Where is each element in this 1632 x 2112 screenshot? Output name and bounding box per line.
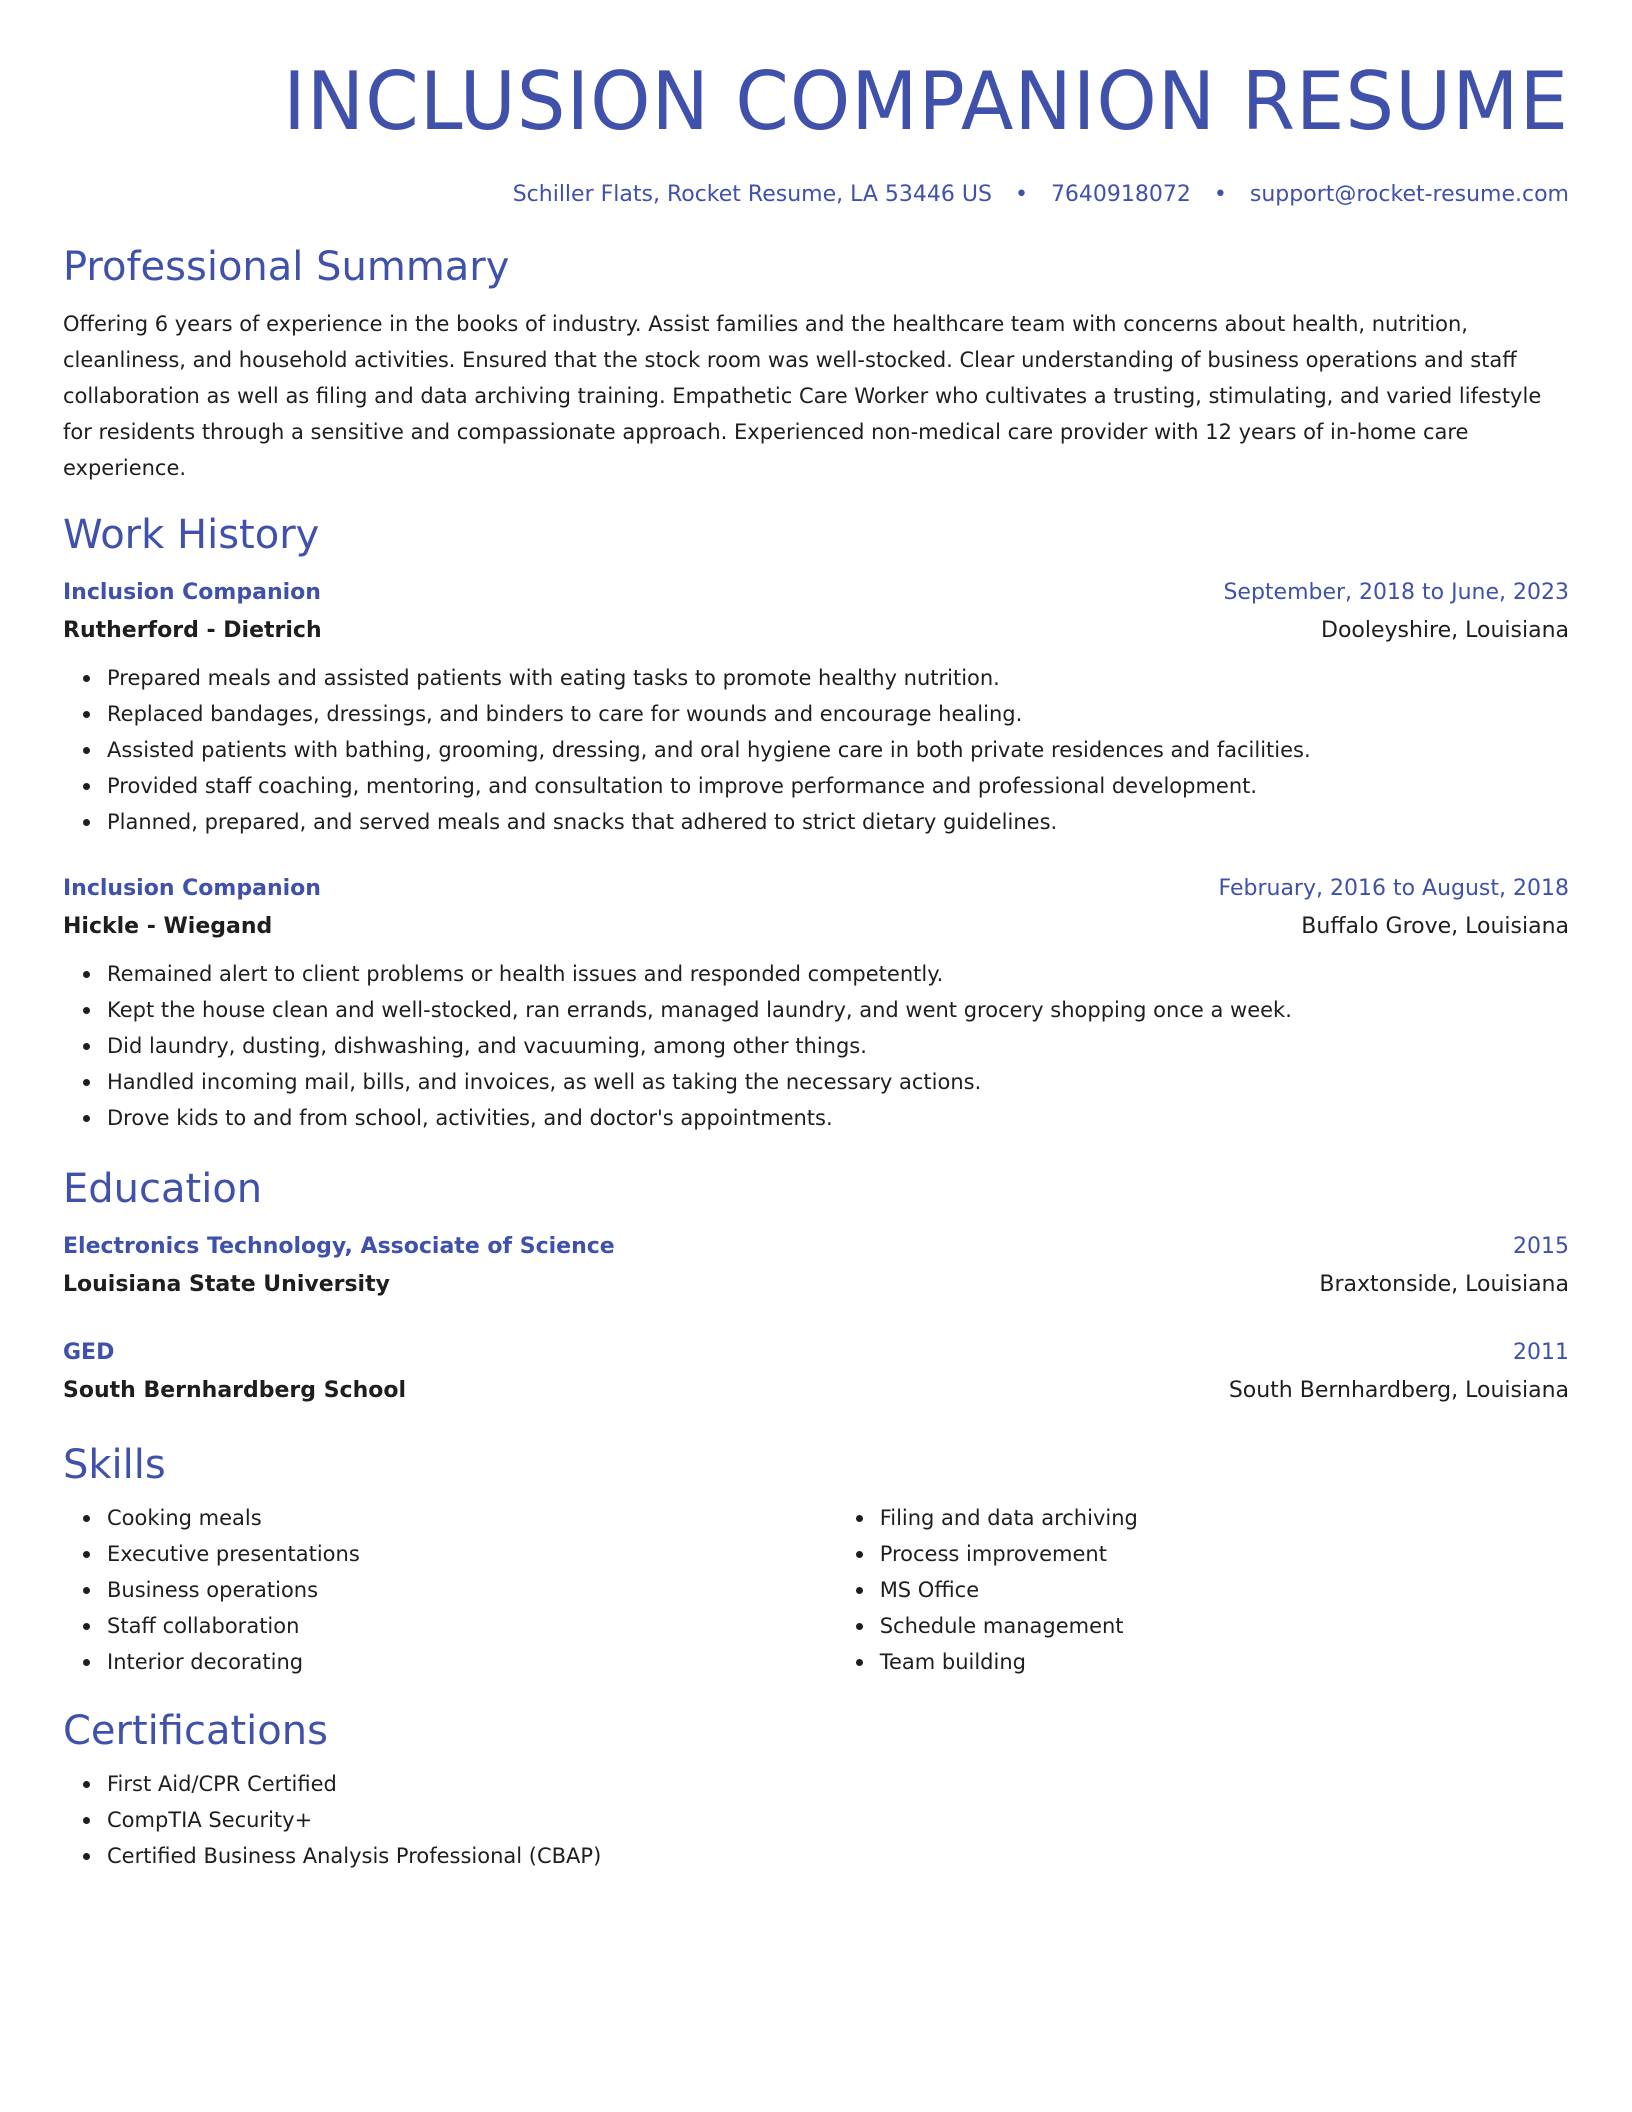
skills-list-right: [836, 1500, 1569, 1680]
job-company: Rutherford - Dietrich: [63, 618, 322, 643]
education-location: South Bernhardberg, Louisiana: [1228, 1378, 1569, 1403]
education-entry: [63, 1228, 1569, 1304]
education-degree: Electronics Technology, Associate of Science: [63, 1234, 615, 1259]
section-title-certifications: Certifications: [63, 1708, 328, 1754]
job-location: Buffalo Grove, Louisiana: [1301, 914, 1569, 939]
education-header-row: [63, 1228, 1569, 1266]
resume-title: INCLUSION COMPANION RESUME: [283, 55, 1569, 148]
list-item: Did laundry, dusting, dishwashing, and vacuuming, among other things.: [107, 1028, 1569, 1064]
job-header-row: [63, 574, 1569, 612]
list-item: Filing and data archiving: [880, 1500, 1569, 1536]
skills-list-left: [63, 1500, 836, 1680]
list-item: Remained alert to client problems or health issues and responded competently.: [107, 956, 1569, 992]
job-entry: [63, 870, 1569, 1136]
job-location: Dooleyshire, Louisiana: [1321, 618, 1569, 643]
education-school-row: [63, 1372, 1569, 1410]
job-role: Inclusion Companion: [63, 876, 321, 901]
job-company-row: [63, 908, 1569, 946]
section-title-work-history: Work History: [63, 512, 320, 558]
list-item: Prepared meals and assisted patients with eating tasks to promote healthy nutrition.: [107, 660, 1569, 696]
contact-separator: •: [1014, 182, 1028, 207]
job-role: Inclusion Companion: [63, 580, 321, 605]
list-item: Team building: [880, 1644, 1569, 1680]
list-item: Cooking meals: [107, 1500, 836, 1536]
contact-separator: •: [1213, 182, 1227, 207]
section-title-education: Education: [63, 1166, 263, 1212]
education-entry: [63, 1334, 1569, 1410]
list-item: Business operations: [107, 1572, 836, 1608]
certifications-list: [63, 1766, 1569, 1874]
list-item: Assisted patients with bathing, grooming, dressing, and oral hygiene care in both private residences and facilities.: [107, 732, 1569, 768]
list-item: Executive presentations: [107, 1536, 836, 1572]
list-item: Replaced bandages, dressings, and binders to care for wounds and encourage healing.: [107, 696, 1569, 732]
list-item: Provided staff coaching, mentoring, and consultation to improve performance and professional development.: [107, 768, 1569, 804]
list-item: Certified Business Analysis Professional (CBAP): [107, 1838, 1569, 1874]
job-dates: September, 2018 to June, 2023: [1223, 580, 1569, 605]
education-year: 2011: [1513, 1340, 1569, 1365]
section-title-summary: Professional Summary: [63, 244, 510, 290]
skills-grid: [63, 1494, 1569, 1680]
list-item: Schedule management: [880, 1608, 1569, 1644]
job-dates: February, 2016 to August, 2018: [1218, 876, 1569, 901]
list-item: First Aid/CPR Certified: [107, 1766, 1569, 1802]
list-item: Handled incoming mail, bills, and invoices, as well as taking the necessary actions.: [107, 1064, 1569, 1100]
education-degree: GED: [63, 1340, 115, 1365]
list-item: Kept the house clean and well-stocked, ran errands, managed laundry, and went grocery shopping once a week.: [107, 992, 1569, 1028]
contact-phone: 7640918072: [1050, 182, 1191, 207]
list-item: CompTIA Security+: [107, 1802, 1569, 1838]
job-entry: [63, 574, 1569, 840]
resume-header: [63, 52, 1569, 210]
list-item: Process improvement: [880, 1536, 1569, 1572]
job-company: Hickle - Wiegand: [63, 914, 273, 939]
education-school-row: [63, 1266, 1569, 1304]
list-item: Staff collaboration: [107, 1608, 836, 1644]
list-item: Interior decorating: [107, 1644, 836, 1680]
contact-address: Schiller Flats, Rocket Resume, LA 53446 US: [512, 182, 992, 207]
education-year: 2015: [1513, 1234, 1569, 1259]
list-item: MS Office: [880, 1572, 1569, 1608]
section-title-skills: Skills: [63, 1442, 166, 1488]
education-header-row: [63, 1334, 1569, 1372]
job-header-row: [63, 870, 1569, 908]
education-school: Louisiana State University: [63, 1272, 390, 1297]
education-location: Braxtonside, Louisiana: [1319, 1272, 1569, 1297]
education-school: South Bernhardberg School: [63, 1378, 407, 1403]
contact-email: support@rocket-resume.com: [1249, 182, 1569, 207]
job-company-row: [63, 612, 1569, 650]
list-item: Drove kids to and from school, activities, and doctor's appointments.: [107, 1100, 1569, 1136]
summary-text: Offering 6 years of experience in the books of industry. Assist families and the healthcare team with concerns about health, nutrition, cleanliness, and household activities. Ensured that the stock room was well-stocked. Clear understanding of business operations and staff collaboration as well as filing and data archiving training. Empathetic Care Worker who cultivates a trusting, stimulating, and varied lifestyle for residents through a sensitive and compassionate approach. Experienced non-medical care provider with 12 years of in-home care experience.: [63, 312, 1542, 480]
job-bullets: [63, 660, 1569, 840]
list-item: Planned, prepared, and served meals and snacks that adhered to strict dietary guidelines.: [107, 804, 1569, 840]
job-bullets: [63, 956, 1569, 1136]
contact-line: [63, 180, 1569, 210]
